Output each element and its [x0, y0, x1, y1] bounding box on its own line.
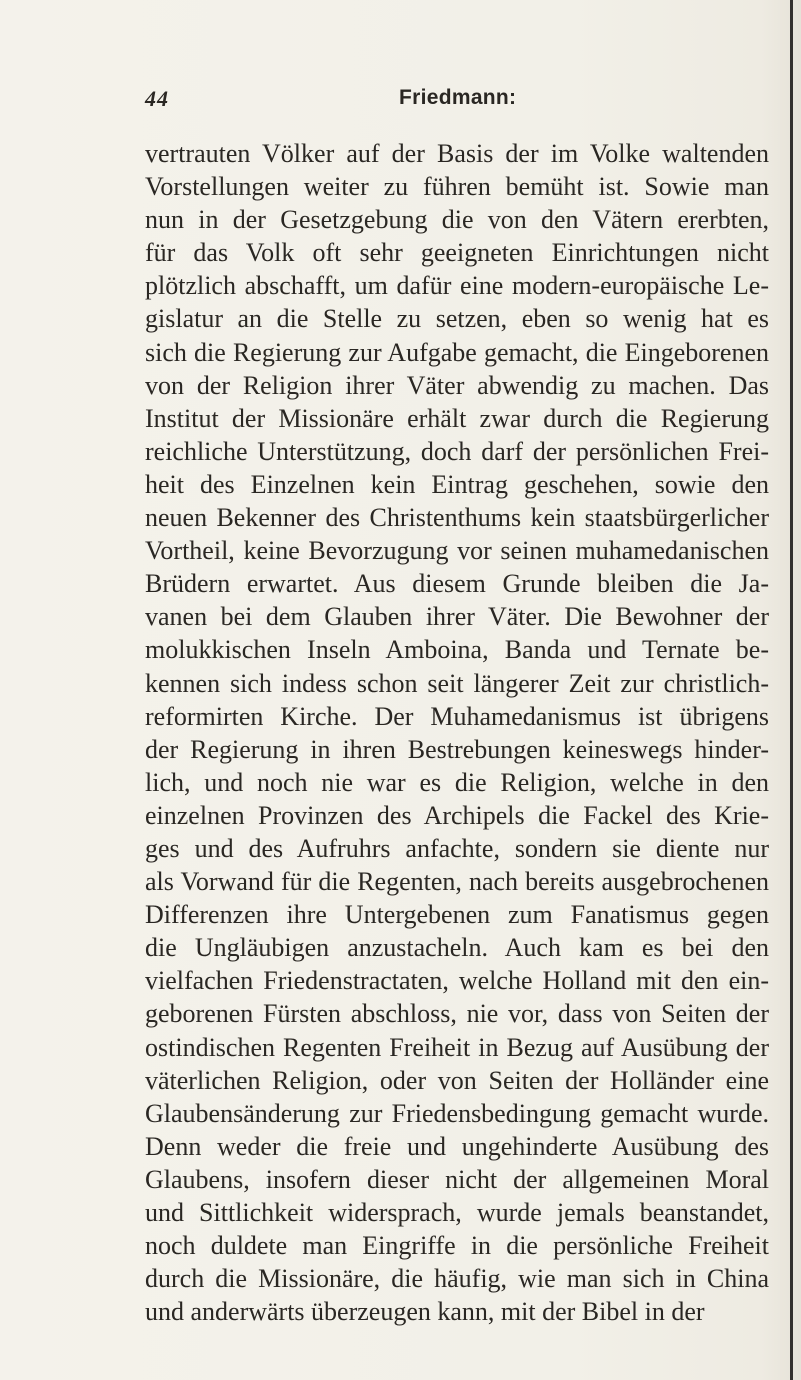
text-line: heit des Einzelnen kein Eintrag geschehen, sowie den [145, 469, 769, 499]
text-line: Glaubens, insofern dieser nicht der allgemeinen Moral [145, 1164, 769, 1194]
text-line: Glaubensänderung zur Friedensbedingung gemacht wurde. [145, 1098, 769, 1128]
text-line: lich, und noch nie war es die Religion, welche in den [145, 767, 769, 797]
text-line: als Vorwand für die Regenten, nach bereits ausgebrochenen [145, 867, 769, 897]
text-line: ges und des Aufruhrs anfachte, sondern sie diente nur [145, 833, 769, 863]
text-line: plötzlich abschafft, um dafür eine modern-europäische Le- [145, 271, 769, 301]
body-text [145, 137, 769, 1328]
text-line: väterlichen Religion, oder von Seiten der Holländer eine [145, 1065, 769, 1095]
page-header [0, 86, 801, 116]
text-line: ostindischen Regenten Freiheit in Bezug auf Ausübung der [145, 1032, 769, 1062]
text-line: die Ungläubigen anzustacheln. Auch kam es bei den [145, 933, 769, 963]
text-line: sich die Regierung zur Aufgabe gemacht, die Eingeborenen [145, 337, 769, 367]
text-line: und Sittlichkeit widersprach, wurde jemals beanstandet, [145, 1198, 769, 1227]
running-head: Friedmann: [399, 86, 517, 109]
text-line: der Regierung in ihren Bestrebungen keineswegs hinder- [145, 734, 769, 764]
text-line: einzelnen Provinzen des Archipels die Fackel des Krie- [145, 800, 769, 830]
text-line: vielfachen Friedenstractaten, welche Holland mit den ein- [145, 966, 769, 996]
text-line: Differenzen ihre Untergebenen zum Fanatismus gegen [145, 900, 769, 930]
text-line: gislatur an die Stelle zu setzen, eben so wenig hat es [145, 304, 769, 334]
text-line: von der Religion ihrer Väter abwendig zu machen. Das [145, 370, 769, 400]
text-line: neuen Bekenner des Christenthums kein staatsbürgerlicher [145, 503, 769, 533]
page-number: 44 [145, 86, 169, 111]
text-line: vanen bei dem Glauben ihrer Väter. Die Bewohner der [145, 602, 769, 632]
text-line: noch duldete man Eingriffe in die persönliche Freiheit [145, 1231, 769, 1261]
text-line: für das Volk oft sehr geeigneten Einrichtungen nicht [145, 238, 769, 268]
text-line: reformirten Kirche. Der Muhamedanismus ist übrigens [145, 701, 769, 731]
text-line: vertrauten Völker auf der Basis der im Volke waltenden [145, 139, 769, 168]
page-edge-shadow [790, 0, 793, 1380]
text-line: durch die Missionäre, die häufig, wie man sich in China [145, 1264, 769, 1294]
text-line: Vorstellungen weiter zu führen bemüht ist. Sowie man [145, 172, 769, 202]
text-line: Denn weder die freie und ungehinderte Ausübung des [145, 1131, 769, 1161]
text-line: molukkischen Inseln Amboina, Banda und Ternate be- [145, 635, 769, 665]
text-line: reichliche Unterstützung, doch darf der persönlichen Frei- [145, 436, 769, 466]
text-line: nun in der Gesetzgebung die von den Vätern ererbten, [145, 205, 769, 235]
text-line: und anderwärts überzeugen kann, mit der Bibel in der [145, 1297, 705, 1327]
text-line: geborenen Fürsten abschloss, nie vor, dass von Seiten der [145, 999, 769, 1029]
text-line: Vortheil, keine Bevorzugung vor seinen muhamedanischen [145, 536, 769, 566]
text-line: Institut der Missionäre erhält zwar durch die Regierung [145, 403, 769, 433]
text-line: Brüdern erwartet. Aus diesem Grunde bleiben die Ja- [145, 569, 769, 599]
text-line: kennen sich indess schon seit längerer Zeit zur christlich- [145, 668, 769, 698]
